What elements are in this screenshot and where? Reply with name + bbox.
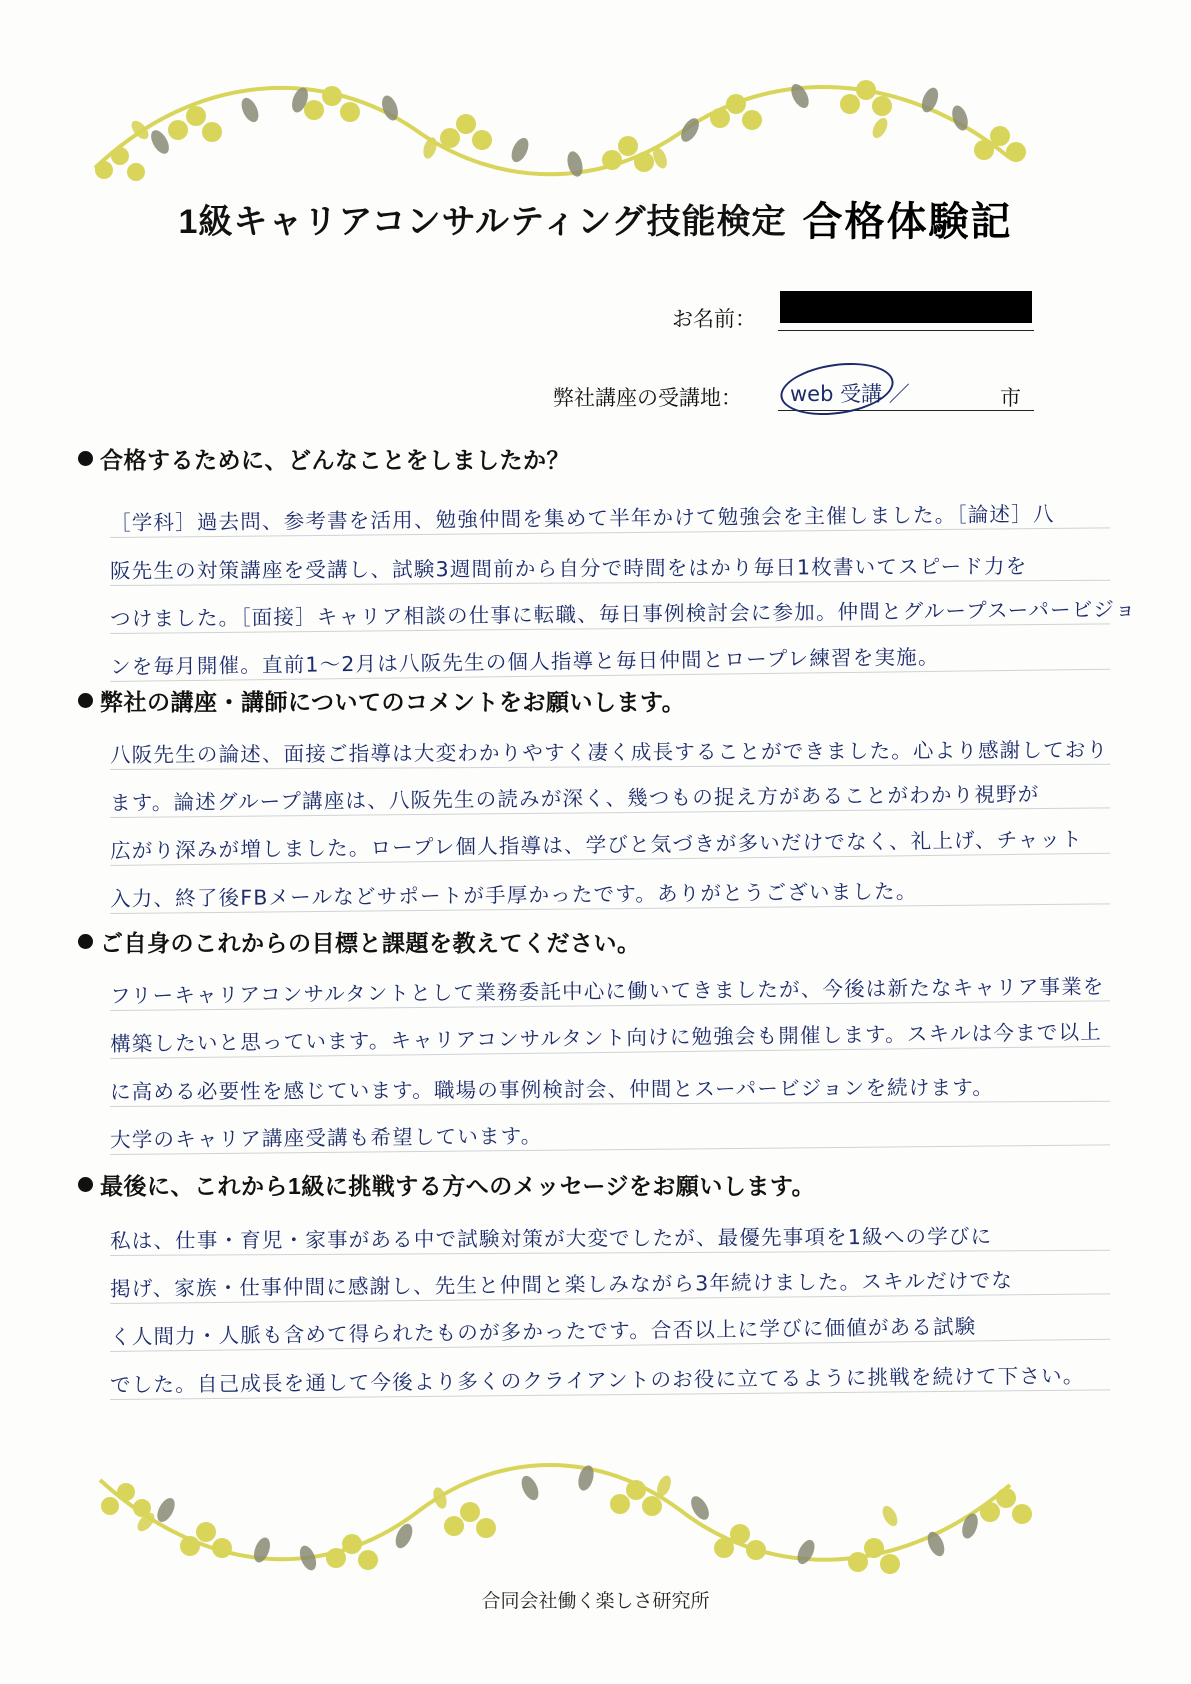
venue-circle-annotation — [777, 356, 897, 421]
venue-field-label: 弊社講座の受講地： — [553, 387, 742, 410]
answer-line: 構築したいと思っています。キャリアコンサルタント向けに勉強会も開催します。スキルは今まで以上 — [110, 999, 1111, 1059]
answer-block-2 — [110, 722, 1110, 914]
vine-border-bottom-decoration — [0, 1440, 1191, 1600]
answer-line: ［学科］過去問、参考書を活用、勉強仲間を集めて半年かけて勉強会を主催しました。［論述］八 — [110, 480, 1110, 538]
bullet-icon — [78, 934, 93, 949]
answer-line: 阪先生の対策講座を受講し、試験3週間前から自分で時間をはかり毎日1枚書いてスピード力を — [110, 533, 1110, 586]
question-heading-3 — [78, 925, 641, 958]
question-heading-2-text: 弊社の講座・講師についてのコメントをお願いします。 — [100, 689, 686, 715]
venue-field-suffix: 市 — [1000, 387, 1021, 410]
answer-block-1 — [109, 490, 1137, 682]
question-heading-2 — [78, 684, 685, 717]
page-title-main: 1級キャリアコンサルティング技能検定 — [178, 203, 787, 241]
venue-field-value: web 受講 ／ — [790, 382, 910, 406]
name-redaction-block — [780, 291, 1032, 323]
name-field-label: お名前： — [672, 308, 756, 331]
question-heading-1 — [78, 442, 570, 475]
answer-line: く人間力・人脈も含めて得られたものが多かったです。合否以上に学びに価値がある試験 — [110, 1292, 1111, 1352]
bullet-icon — [78, 693, 93, 708]
answer-line: でした。自己成長を通して今後より多くのクライアントのお役に立てるように挑戦を続けて下さい。 — [110, 1342, 1110, 1400]
answer-block-4 — [110, 1208, 1110, 1400]
question-heading-1-text: 合格するために、どんなことをしましたか？ — [100, 447, 570, 473]
answer-line: 広がり深みが増しました。ロープレ個人指導は、学びと気づきが多いだけでなく、礼上げ、チャット — [110, 806, 1111, 866]
name-field-underline — [778, 330, 1034, 331]
question-heading-4-text: 最後に、これから1級に挑戦する方へのメッセージをお願いします。 — [100, 1173, 816, 1199]
answer-line: 入力、終了後FBメールなどサポートが手厚かったです。ありがとうございました。 — [110, 856, 1110, 914]
answer-line: 私は、仕事・育児・家事がある中で試験対策が大変でしたが、最優先事項を1級への学びに — [110, 1203, 1110, 1256]
answer-line: ます。論述グループ講座は、八阪先生の読みが深く、幾つもの捉え方があることがわかり視野が — [110, 760, 1110, 818]
footer-company-name: 合同会社働く楽しさ研究所 — [481, 1591, 710, 1612]
answer-line: 八阪先生の論述、面接ご指導は大変わかりやすく凄く成長することができました。心より感謝しており — [110, 717, 1110, 770]
answer-line: フリーキャリアコンサルタントとして業務委託中心に働いてきましたが、今後は新たなキャリア事業を — [110, 953, 1110, 1011]
bullet-icon — [78, 451, 93, 466]
question-heading-3-text: ご自身のこれからの目標と課題を教えてください。 — [100, 930, 641, 956]
answer-line: 掲げ、家族・仕事仲間に感謝し、先生と仲間と楽しみながら3年続けました。スキルだけでな — [110, 1246, 1110, 1304]
answer-line: ンを毎月開催。直前1〜2月は八阪先生の個人指導と毎日仲間とロープレ練習を実施。 — [110, 622, 1111, 682]
answer-line: 大学のキャリア講座受講も希望しています。 — [110, 1097, 1110, 1155]
answer-line: に高める必要性を感じています。職場の事例検討会、仲間とスーパービジョンを続けます。 — [110, 1054, 1110, 1107]
page-title — [0, 190, 1191, 247]
vine-border-top-decoration — [0, 38, 1191, 198]
page-title-strong: 合格体験記 — [802, 200, 1013, 244]
question-heading-4 — [78, 1168, 815, 1201]
answer-block-3 — [110, 963, 1110, 1155]
bullet-icon — [78, 1177, 93, 1192]
answer-line: つけました。［面接］キャリア相談の仕事に転職、毎日事例検討会に参加。仲間とグループスーパービジョ — [110, 576, 1110, 634]
